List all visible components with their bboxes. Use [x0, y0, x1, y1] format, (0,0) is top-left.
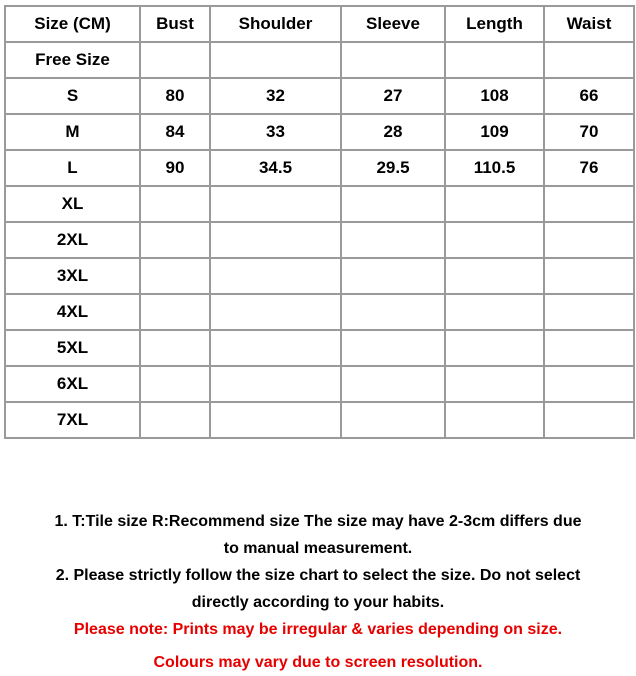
cell-waist [544, 294, 634, 330]
header-length: Length [445, 6, 544, 42]
cell-shoulder: 34.5 [210, 150, 341, 186]
cell-length: 108 [445, 78, 544, 114]
cell-length [445, 186, 544, 222]
cell-waist [544, 42, 634, 78]
cell-sleeve [341, 294, 445, 330]
cell-length [445, 402, 544, 438]
cell-bust [140, 402, 210, 438]
table-body [5, 42, 634, 438]
cell-size: 4XL [5, 294, 140, 330]
cell-sleeve [341, 366, 445, 402]
table-row [5, 78, 634, 114]
cell-bust [140, 186, 210, 222]
cell-bust [140, 258, 210, 294]
cell-bust [140, 294, 210, 330]
cell-shoulder [210, 402, 341, 438]
cell-sleeve: 27 [341, 78, 445, 114]
cell-length: 109 [445, 114, 544, 150]
cell-sleeve: 29.5 [341, 150, 445, 186]
cell-length: 110.5 [445, 150, 544, 186]
cell-bust [140, 42, 210, 78]
cell-bust [140, 366, 210, 402]
cell-bust: 84 [140, 114, 210, 150]
cell-length [445, 258, 544, 294]
cell-sleeve [341, 402, 445, 438]
header-size: Size (CM) [5, 6, 140, 42]
table-row [5, 114, 634, 150]
table-row [5, 42, 634, 78]
cell-bust [140, 330, 210, 366]
cell-waist [544, 258, 634, 294]
warning-colours: Colours may vary due to screen resolution. [153, 654, 483, 671]
cell-shoulder: 32 [210, 78, 341, 114]
table-row [5, 222, 634, 258]
note-2-line-2: directly according to your habits. [191, 594, 445, 611]
cell-shoulder [210, 294, 341, 330]
cell-waist: 66 [544, 78, 634, 114]
cell-shoulder [210, 366, 341, 402]
note-2-line-1: 2. Please strictly follow the size chart to select the size. Do not select [55, 567, 581, 584]
note-1-line-2: to manual measurement. [223, 540, 413, 557]
header-waist: Waist [544, 6, 634, 42]
header-shoulder: Shoulder [210, 6, 341, 42]
table-row [5, 366, 634, 402]
cell-shoulder [210, 222, 341, 258]
cell-length [445, 366, 544, 402]
cell-sleeve [341, 258, 445, 294]
cell-sleeve [341, 186, 445, 222]
cell-waist [544, 330, 634, 366]
cell-waist [544, 402, 634, 438]
size-chart-table [4, 5, 635, 439]
note-1-line-1: 1. T:Tile size R:Recommend size The size may have 2-3cm differs due [54, 513, 582, 530]
cell-sleeve [341, 42, 445, 78]
table-row [5, 330, 634, 366]
cell-size: L [5, 150, 140, 186]
cell-size: S [5, 78, 140, 114]
cell-length [445, 42, 544, 78]
cell-shoulder [210, 186, 341, 222]
table-header-row [5, 6, 634, 42]
table-row [5, 150, 634, 186]
cell-waist: 76 [544, 150, 634, 186]
table-row [5, 402, 634, 438]
cell-waist [544, 186, 634, 222]
cell-length [445, 330, 544, 366]
cell-size: 5XL [5, 330, 140, 366]
cell-shoulder [210, 42, 341, 78]
table-row [5, 186, 634, 222]
cell-size: M [5, 114, 140, 150]
cell-shoulder [210, 258, 341, 294]
table-row [5, 258, 634, 294]
header-bust: Bust [140, 6, 210, 42]
cell-size: XL [5, 186, 140, 222]
cell-size: 6XL [5, 366, 140, 402]
cell-bust [140, 222, 210, 258]
cell-size: 7XL [5, 402, 140, 438]
notes-section [0, 508, 636, 676]
cell-length [445, 294, 544, 330]
cell-size: Free Size [5, 42, 140, 78]
warning-prints: Please note: Prints may be irregular & varies depending on size. [73, 621, 563, 638]
cell-sleeve [341, 222, 445, 258]
header-sleeve: Sleeve [341, 6, 445, 42]
cell-waist [544, 222, 634, 258]
cell-length [445, 222, 544, 258]
cell-size: 2XL [5, 222, 140, 258]
cell-shoulder [210, 330, 341, 366]
cell-sleeve: 28 [341, 114, 445, 150]
cell-bust: 90 [140, 150, 210, 186]
cell-sleeve [341, 330, 445, 366]
cell-waist [544, 366, 634, 402]
table-row [5, 294, 634, 330]
cell-bust: 80 [140, 78, 210, 114]
cell-waist: 70 [544, 114, 634, 150]
cell-shoulder: 33 [210, 114, 341, 150]
cell-size: 3XL [5, 258, 140, 294]
